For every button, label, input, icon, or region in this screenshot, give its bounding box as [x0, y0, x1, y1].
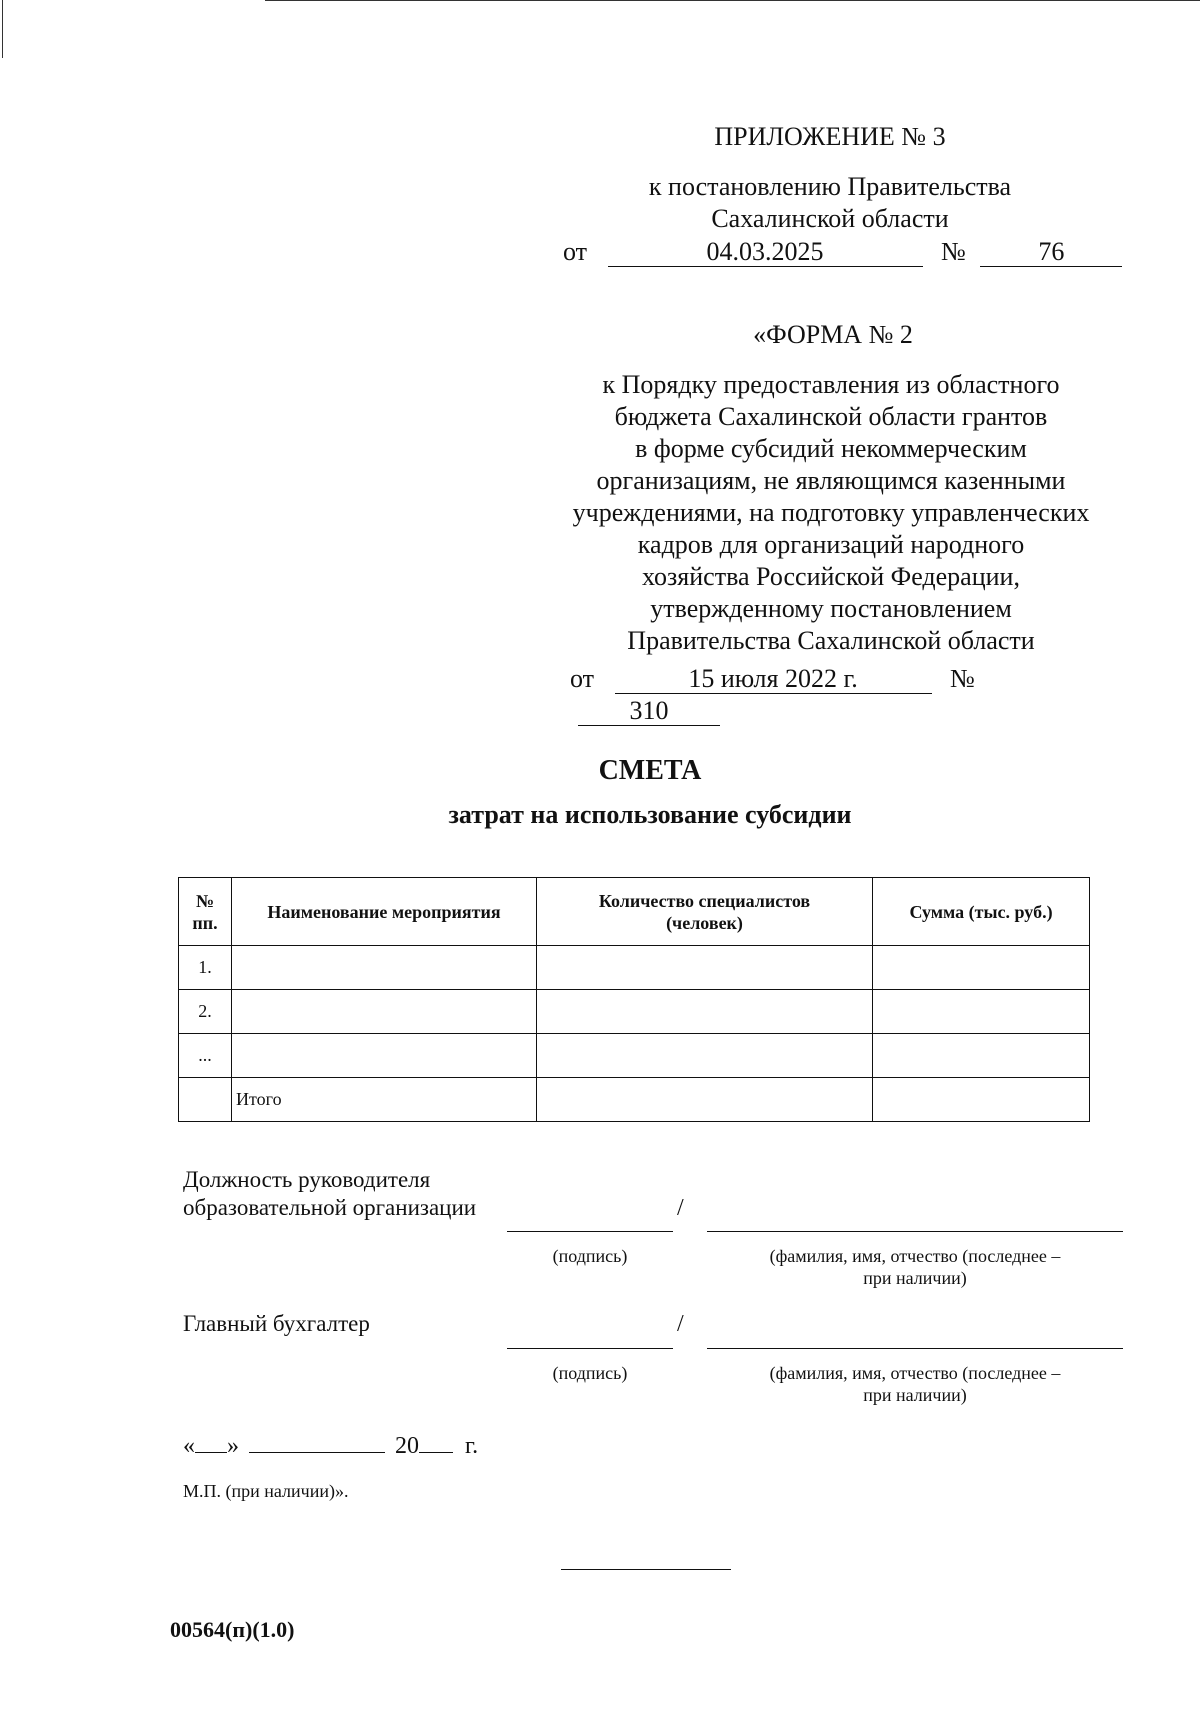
row-event-name — [232, 946, 537, 990]
accountant-slash: / — [677, 1311, 684, 1337]
table-header-row — [179, 878, 1090, 946]
head-slash: / — [677, 1195, 684, 1221]
row-number: 2. — [179, 990, 232, 1034]
form-line: кадров для организаций народного — [637, 530, 1025, 559]
appendix-from-label: от — [563, 237, 588, 266]
day-blank — [195, 1428, 227, 1453]
row-number: ... — [179, 1034, 232, 1078]
table-row — [179, 1034, 1090, 1078]
appendix-line-2: Сахалинской области — [711, 204, 949, 233]
accountant-fio-caption: (фамилия, имя, отчество (последнее – при наличии) — [769, 1363, 1061, 1405]
chief-accountant-label: Главный бухгалтер — [183, 1311, 370, 1336]
appendix-title: ПРИЛОЖЕНИЕ № 3 — [714, 122, 946, 151]
row-event-name — [232, 1034, 537, 1078]
appendix-number-sign: № — [941, 237, 966, 266]
head-fio-caption: (фамилия, имя, отчество (последнее – при наличии) — [769, 1246, 1061, 1288]
row-number: 1. — [179, 946, 232, 990]
form-line: бюджета Сахалинской области грантов — [614, 402, 1048, 431]
year-blank — [419, 1428, 453, 1453]
form-line: утвержденному постановлением — [650, 594, 1012, 623]
accountant-signature-caption: (подпись) — [552, 1363, 628, 1383]
row-number — [179, 1078, 232, 1122]
table-row — [179, 946, 1090, 990]
head-fio-line — [707, 1231, 1123, 1232]
appendix-date-row — [563, 236, 1123, 268]
estimate-title: СМЕТА — [598, 755, 702, 786]
row-specialists-count — [537, 946, 873, 990]
closing-rule — [561, 1569, 731, 1570]
row-total-label: Итого — [232, 1078, 537, 1122]
footer-document-code: 00564(п)(1.0) — [170, 1617, 295, 1642]
form-date: 15 июля 2022 г. — [615, 663, 932, 694]
form-description — [545, 369, 1117, 657]
row-sum — [873, 1034, 1090, 1078]
appendix-number: 76 — [980, 236, 1122, 267]
table-row — [179, 990, 1090, 1034]
scan-edge-left — [2, 0, 3, 58]
month-blank — [249, 1428, 385, 1453]
estimate-table — [178, 877, 1090, 1122]
form-date-row — [570, 663, 1130, 727]
table-total-row — [179, 1078, 1090, 1122]
head-signature-line — [507, 1231, 673, 1232]
accountant-fio-line — [707, 1348, 1123, 1349]
form-line: учреждениями, на подготовку управленческих — [572, 498, 1090, 527]
row-sum — [873, 990, 1090, 1034]
head-signature-caption: (подпись) — [552, 1246, 628, 1266]
form-line: хозяйства Российской Федерации, — [642, 562, 1020, 591]
signing-date-line: « » 20 г. — [183, 1428, 603, 1460]
form-title: «ФОРМА № 2 — [753, 320, 913, 349]
appendix-date: 04.03.2025 — [608, 236, 923, 267]
form-number: 310 — [578, 695, 720, 726]
accountant-signature-line — [507, 1348, 673, 1349]
header-number: № пп. — [179, 878, 232, 946]
row-specialists-count — [537, 1078, 873, 1122]
header-sum: Сумма (тыс. руб.) — [873, 878, 1090, 946]
row-sum — [873, 1078, 1090, 1122]
form-number-sign: № — [950, 664, 975, 693]
row-event-name — [232, 990, 537, 1034]
scan-edge-top — [265, 0, 1200, 1]
form-from-label: от — [570, 664, 595, 693]
head-position-label: Должность руководителя образовательной организации — [183, 1167, 477, 1220]
row-specialists-count — [537, 990, 873, 1034]
form-line: Правительства Сахалинской области — [627, 626, 1035, 655]
form-line: в форме субсидий некоммерческим — [635, 434, 1027, 463]
form-line: организациям, не являющимся казенными — [596, 466, 1066, 495]
appendix-line-1: к постановлению Правительства — [648, 172, 1012, 201]
row-sum — [873, 946, 1090, 990]
header-event-name: Наименование мероприятия — [232, 878, 537, 946]
row-specialists-count — [537, 1034, 873, 1078]
form-line: к Порядку предоставления из областного — [602, 370, 1060, 399]
header-specialists-count: Количество специалистов (человек) — [537, 878, 873, 946]
stamp-note: М.П. (при наличии)». — [183, 1481, 349, 1501]
estimate-subtitle: затрат на использование субсидии — [448, 800, 852, 829]
